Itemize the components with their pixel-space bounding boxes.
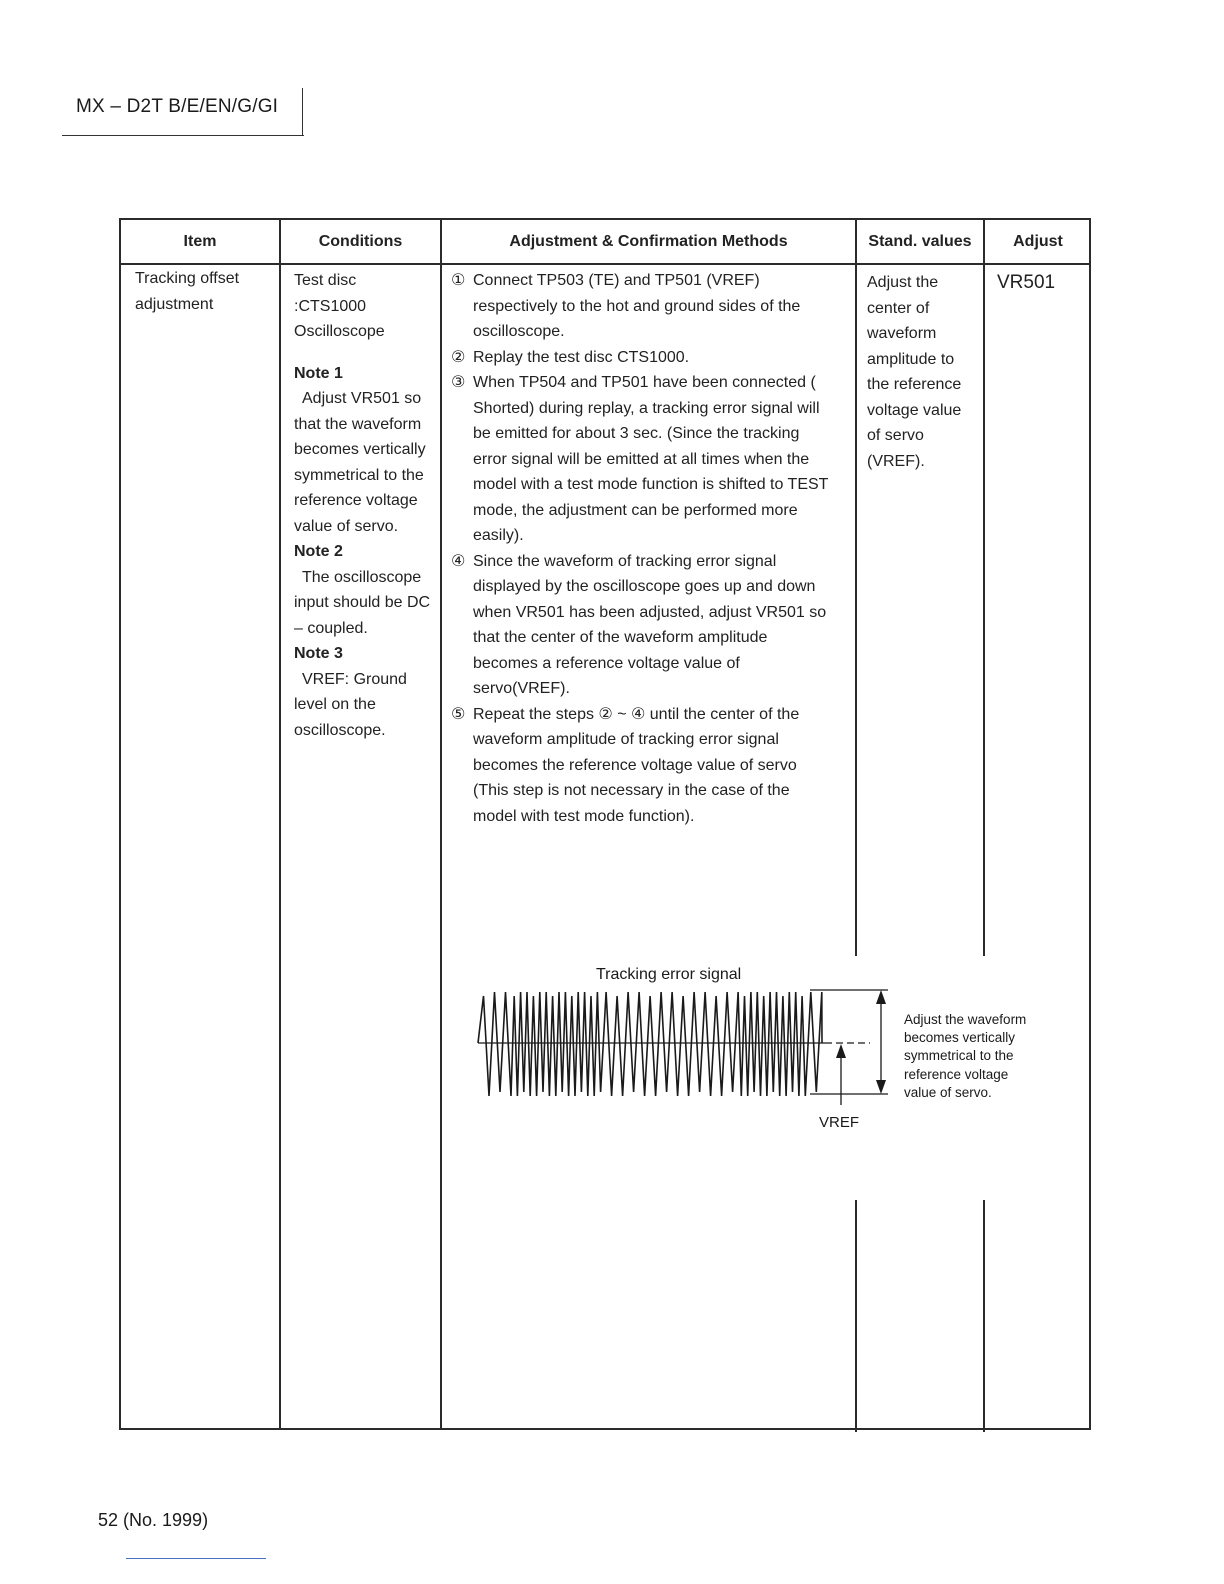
step-line: mode, the adjustment can be performed more bbox=[473, 501, 798, 519]
stand-line: amplitude to bbox=[867, 350, 955, 368]
step-line: when VR501 has been adjusted, adjust VR501 so bbox=[473, 603, 827, 621]
header-methods: Adjustment & Confirmation Methods bbox=[509, 233, 788, 250]
footer-rule bbox=[126, 1558, 266, 1559]
step-line: that the center of the waveform amplitude bbox=[473, 629, 768, 646]
step-line: be emitted for about 3 sec. (Since the tracking bbox=[473, 425, 800, 442]
step-line: model with test mode function). bbox=[473, 807, 695, 825]
tracking-error-waveform bbox=[470, 980, 900, 1105]
waveform-annotation bbox=[904, 1011, 1054, 1102]
stand-values-cell bbox=[867, 270, 987, 474]
page-number: 52 (No. 1999) bbox=[98, 1510, 209, 1530]
note-2-line: input should be DC bbox=[294, 594, 431, 611]
step-number: ③ bbox=[451, 374, 466, 391]
annotation-line: Adjust the waveform bbox=[904, 1012, 1027, 1027]
step-line: easily). bbox=[473, 527, 524, 544]
item-cell bbox=[135, 266, 275, 317]
amplitude-arrow-head-up bbox=[876, 990, 886, 1004]
header-stand-values: Stand. values bbox=[868, 233, 972, 250]
note-3-line: VREF: Ground bbox=[302, 670, 407, 688]
stand-line: of servo bbox=[867, 427, 924, 444]
annotation-line: reference voltage bbox=[904, 1066, 1009, 1082]
step-line: servo(VREF). bbox=[473, 680, 570, 697]
step-number: ④ bbox=[451, 552, 466, 570]
note-2-line: The oscilloscope bbox=[302, 568, 422, 586]
stand-line: the reference bbox=[867, 376, 962, 393]
note-3-line: oscilloscope. bbox=[294, 721, 386, 739]
annotation-line: value of servo. bbox=[904, 1084, 992, 1100]
step-number: ① bbox=[451, 272, 466, 289]
step-line: waveform amplitude of tracking error signal bbox=[473, 731, 779, 748]
step-line: (This step is not necessary in the case of the bbox=[473, 782, 790, 799]
header-adjust: Adjust bbox=[1013, 233, 1063, 250]
note-1-line: symmetrical to the bbox=[294, 466, 424, 484]
note-2-line: – coupled. bbox=[294, 619, 368, 637]
column-divider bbox=[855, 1200, 857, 1432]
stand-line: center of bbox=[867, 299, 930, 317]
conditions-cell bbox=[294, 268, 444, 743]
stand-line: voltage value bbox=[867, 401, 962, 419]
annotation-line: symmetrical to the bbox=[904, 1048, 1014, 1064]
step-line: Since the waveform of tracking error signal bbox=[473, 552, 777, 570]
item-line: adjustment bbox=[135, 295, 214, 313]
header-conditions: Conditions bbox=[318, 233, 403, 250]
page-header-title: MX – D2T B/E/EN/G/GI bbox=[76, 96, 279, 117]
step-line: respectively to the hot and ground sides of the bbox=[473, 297, 801, 315]
column-divider bbox=[279, 220, 281, 1428]
note-1-line: that the waveform bbox=[294, 415, 422, 433]
note-3-title: Note 3 bbox=[294, 645, 343, 662]
note-1-line: reference voltage bbox=[294, 492, 418, 509]
step-line: Replay the test disc CTS1000. bbox=[473, 348, 690, 366]
vref-label: VREF bbox=[819, 1114, 860, 1131]
note-1-line: Adjust VR501 so bbox=[302, 390, 422, 407]
condition-line: :CTS1000 bbox=[294, 297, 367, 315]
note-2-title: Note 2 bbox=[294, 543, 343, 560]
item-line: Tracking offset bbox=[135, 270, 240, 287]
step-line: displayed by the oscilloscope goes up and down bbox=[473, 578, 816, 595]
step-number: ② bbox=[451, 348, 466, 366]
vref-pointer-head bbox=[836, 1044, 846, 1058]
column-divider bbox=[983, 1200, 985, 1432]
stand-line: waveform bbox=[867, 325, 937, 342]
step-1 bbox=[451, 268, 861, 345]
step-line: model with a test mode function is shifted to TEST bbox=[473, 476, 829, 493]
note-3-line: level on the bbox=[294, 696, 376, 713]
step-3 bbox=[451, 370, 861, 549]
adjust-value: VR501 bbox=[997, 272, 1056, 293]
step-4 bbox=[451, 549, 861, 702]
signal-title: Tracking error signal bbox=[596, 966, 742, 983]
step-line: Repeat the steps ② ~ ④ until the center of the bbox=[473, 705, 800, 723]
stand-line: Adjust the bbox=[867, 274, 939, 291]
note-1-title: Note 1 bbox=[294, 364, 343, 382]
annotation-line: becomes vertically bbox=[904, 1030, 1016, 1046]
amplitude-arrow-head-down bbox=[876, 1080, 886, 1094]
condition-line: Test disc bbox=[294, 272, 357, 289]
stand-line: (VREF). bbox=[867, 452, 925, 470]
header-rule-vertical bbox=[302, 88, 303, 136]
adjustment-table bbox=[119, 218, 1091, 1430]
step-line: becomes a reference voltage value of bbox=[473, 654, 740, 672]
waveform-trace bbox=[478, 992, 822, 1096]
step-number: ⑤ bbox=[451, 705, 466, 723]
step-line: error signal will be emitted at all times when the bbox=[473, 450, 810, 468]
methods-cell bbox=[451, 268, 861, 829]
header-item: Item bbox=[183, 233, 217, 250]
step-5 bbox=[451, 702, 861, 830]
condition-line: Oscilloscope bbox=[294, 323, 385, 340]
step-line: Shorted) during replay, a tracking error signal will bbox=[473, 399, 820, 417]
header-rule bbox=[62, 135, 304, 136]
step-line: oscilloscope. bbox=[473, 323, 565, 340]
step-2 bbox=[451, 345, 861, 371]
note-1-line: becomes vertically bbox=[294, 441, 426, 458]
note-1-line: value of servo. bbox=[294, 517, 399, 535]
step-line: becomes the reference voltage value of servo bbox=[473, 756, 797, 774]
step-line: Connect TP503 (TE) and TP501 (VREF) bbox=[473, 272, 760, 289]
step-line: When TP504 and TP501 have been connected ( bbox=[473, 374, 816, 391]
